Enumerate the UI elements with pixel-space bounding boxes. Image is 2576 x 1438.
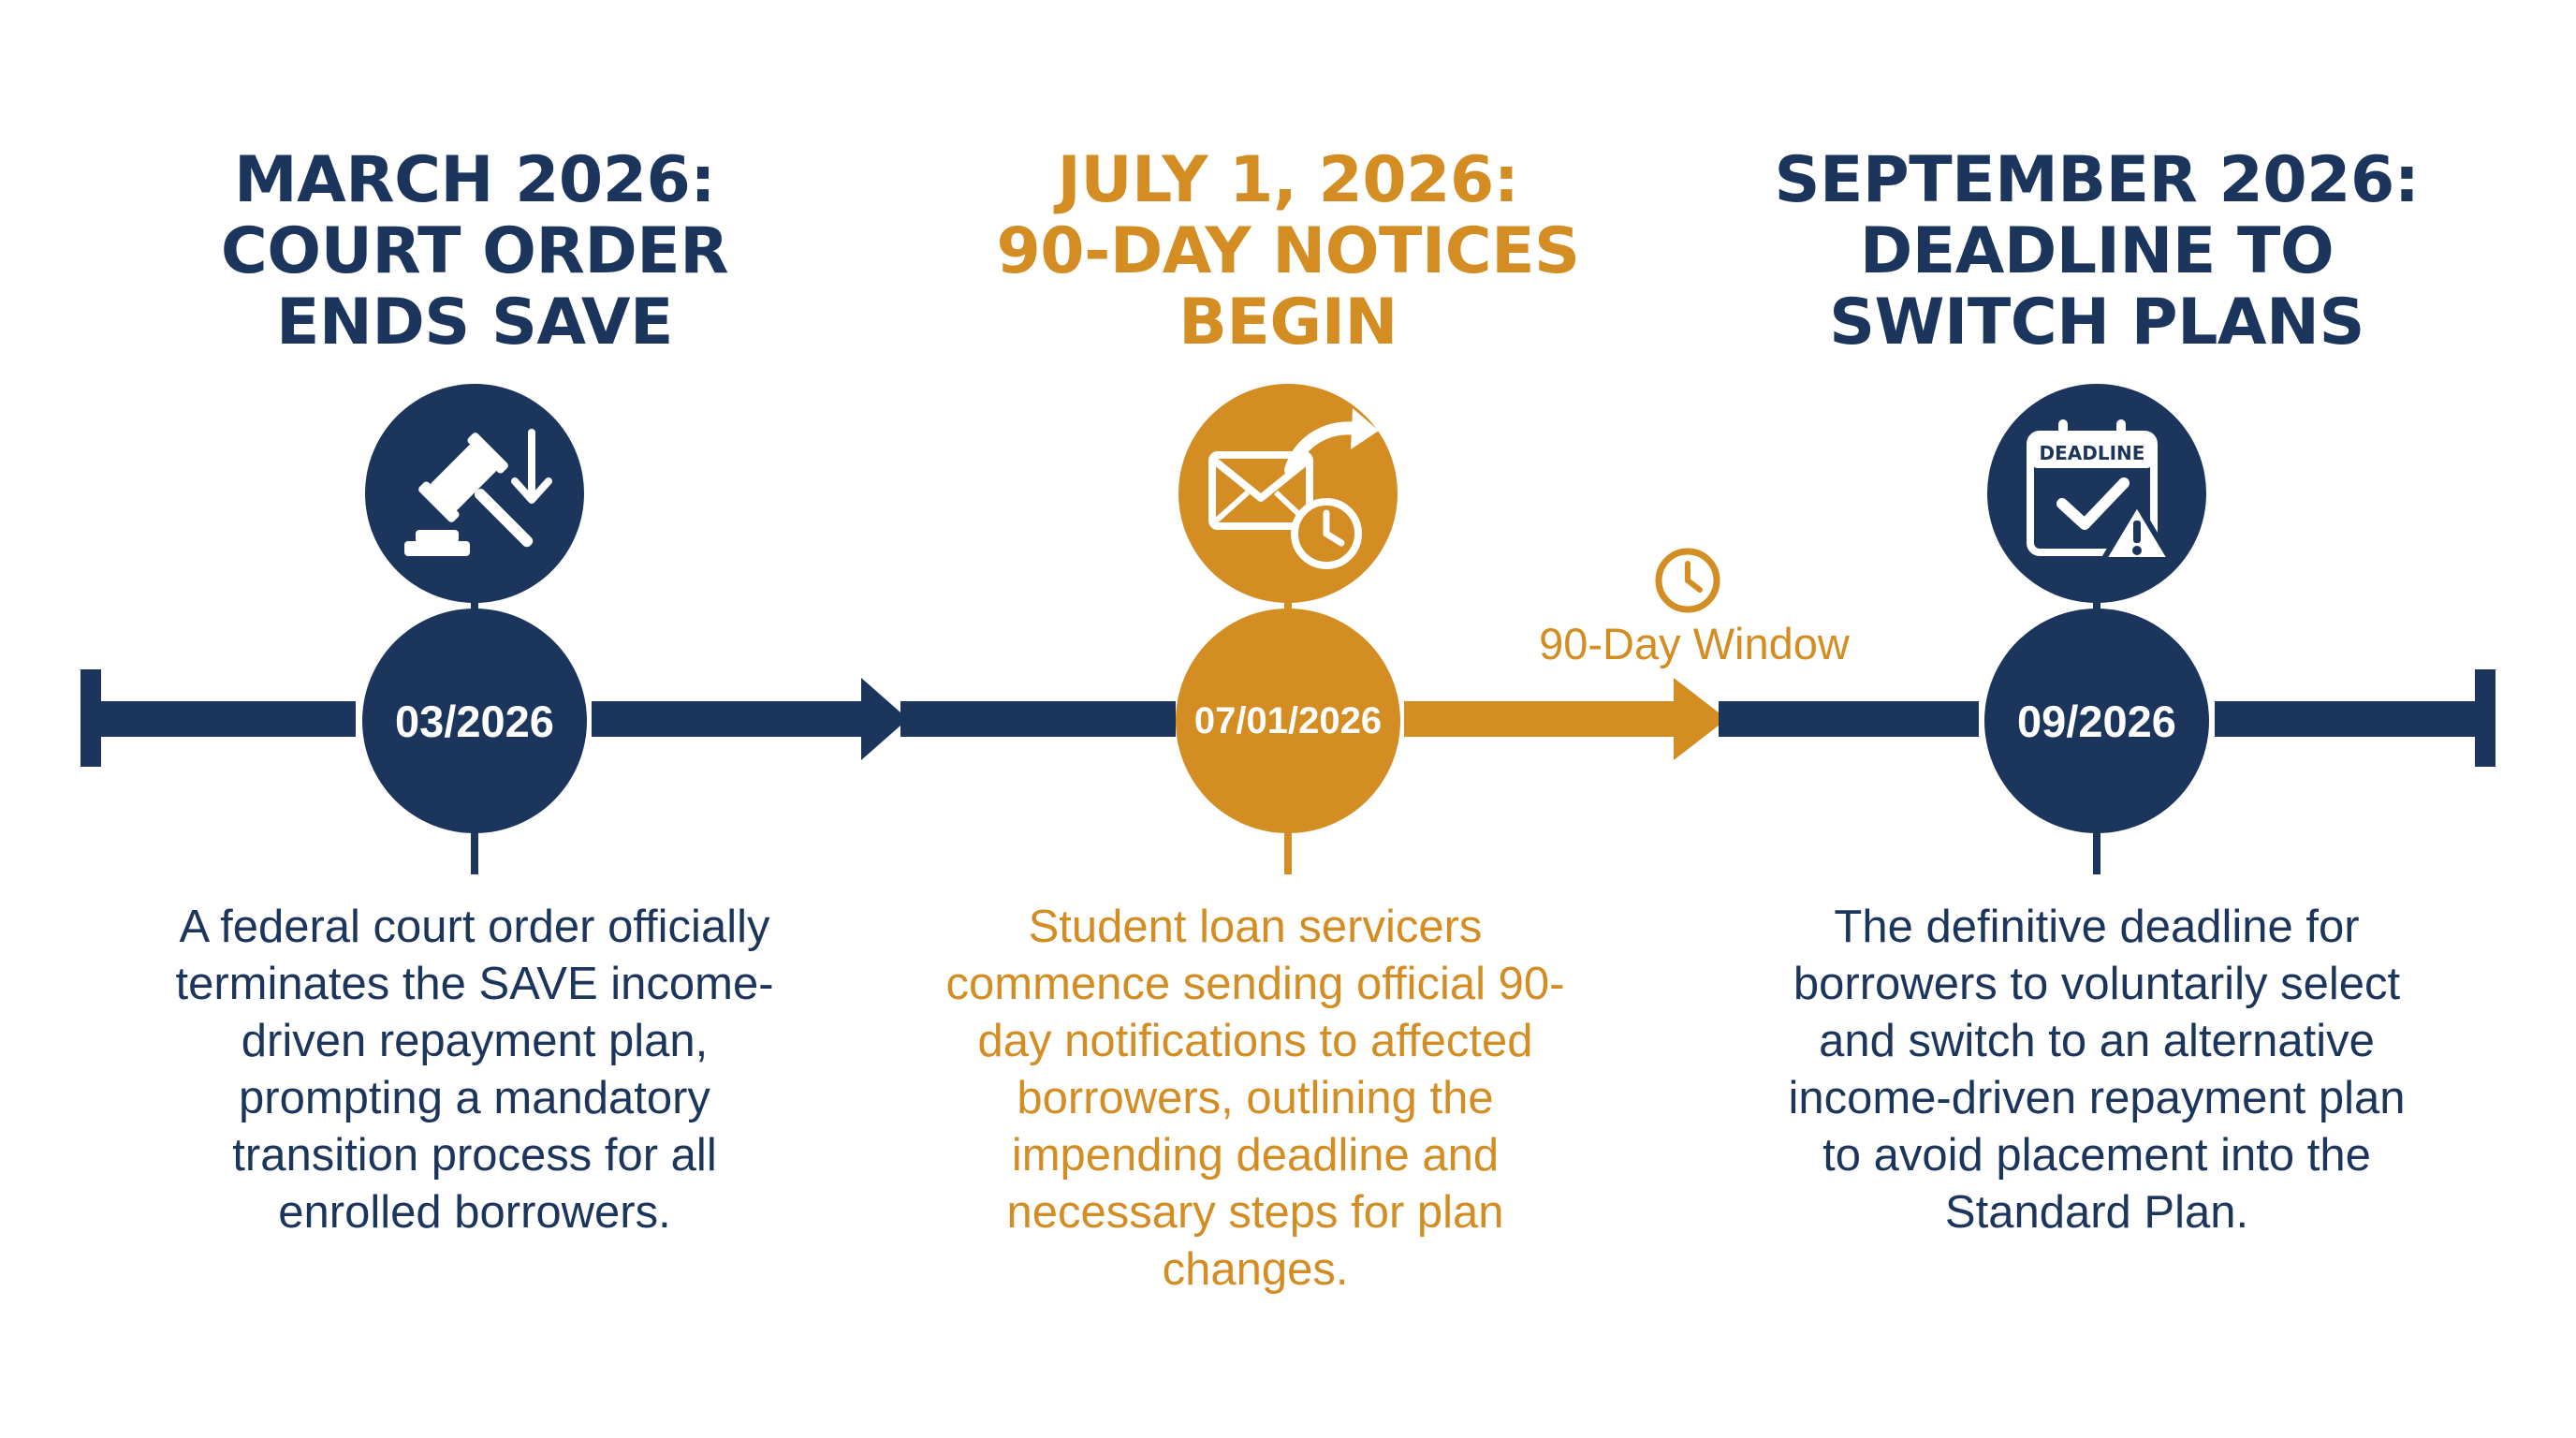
milestone-title-july: JULY 1, 2026: 90-DAY NOTICES BEGIN [996, 143, 1580, 360]
timeline-segment-gold [1404, 701, 1677, 737]
milestone-title-march: MARCH 2026: COURT ORDER ENDS SAVE [220, 143, 729, 360]
date-badge-september: 09/2026 [1984, 609, 2209, 833]
milestone-description-march: A federal court order officially terminates the SAVE income-driven repayment plan, prompting a mandatory transition process for all enrolled borrowers. [175, 902, 774, 1238]
date-badge-march: 03/2026 [362, 609, 587, 833]
window-label: 90-Day Window [1539, 619, 1850, 668]
date-badge-july: 07/01/2026 [1176, 609, 1400, 833]
clock-icon [1659, 551, 1717, 609]
connector [1284, 829, 1292, 874]
milestone-description-july: Student loan servicers commence sending official 90-day notifications to affected borrowers, outlining the impending deadline and necessary steps for plan changes. [945, 902, 1565, 1295]
timeline-segment [592, 701, 863, 737]
gavel-icon [365, 384, 584, 603]
milestone-description-september: The definitive deadline for borrowers to voluntarily select and switch to an alternative income-driven repayment plan to avoid placement into the Standard Plan. [1788, 902, 2406, 1238]
connector [2093, 829, 2100, 874]
timeline-segment [900, 701, 1176, 737]
milestone-title-september: SEPTEMBER 2026: DEADLINE TO SWITCH PLANS [1774, 143, 2420, 360]
timeline-segment [1719, 701, 1979, 737]
deadline-calendar-icon [1987, 384, 2206, 603]
timeline-segment [94, 701, 356, 737]
deadline-icon-label: DEADLINE [2039, 442, 2145, 464]
timeline-segment [2215, 701, 2488, 737]
mail-clock-icon [1178, 384, 1398, 603]
connector [471, 829, 478, 874]
